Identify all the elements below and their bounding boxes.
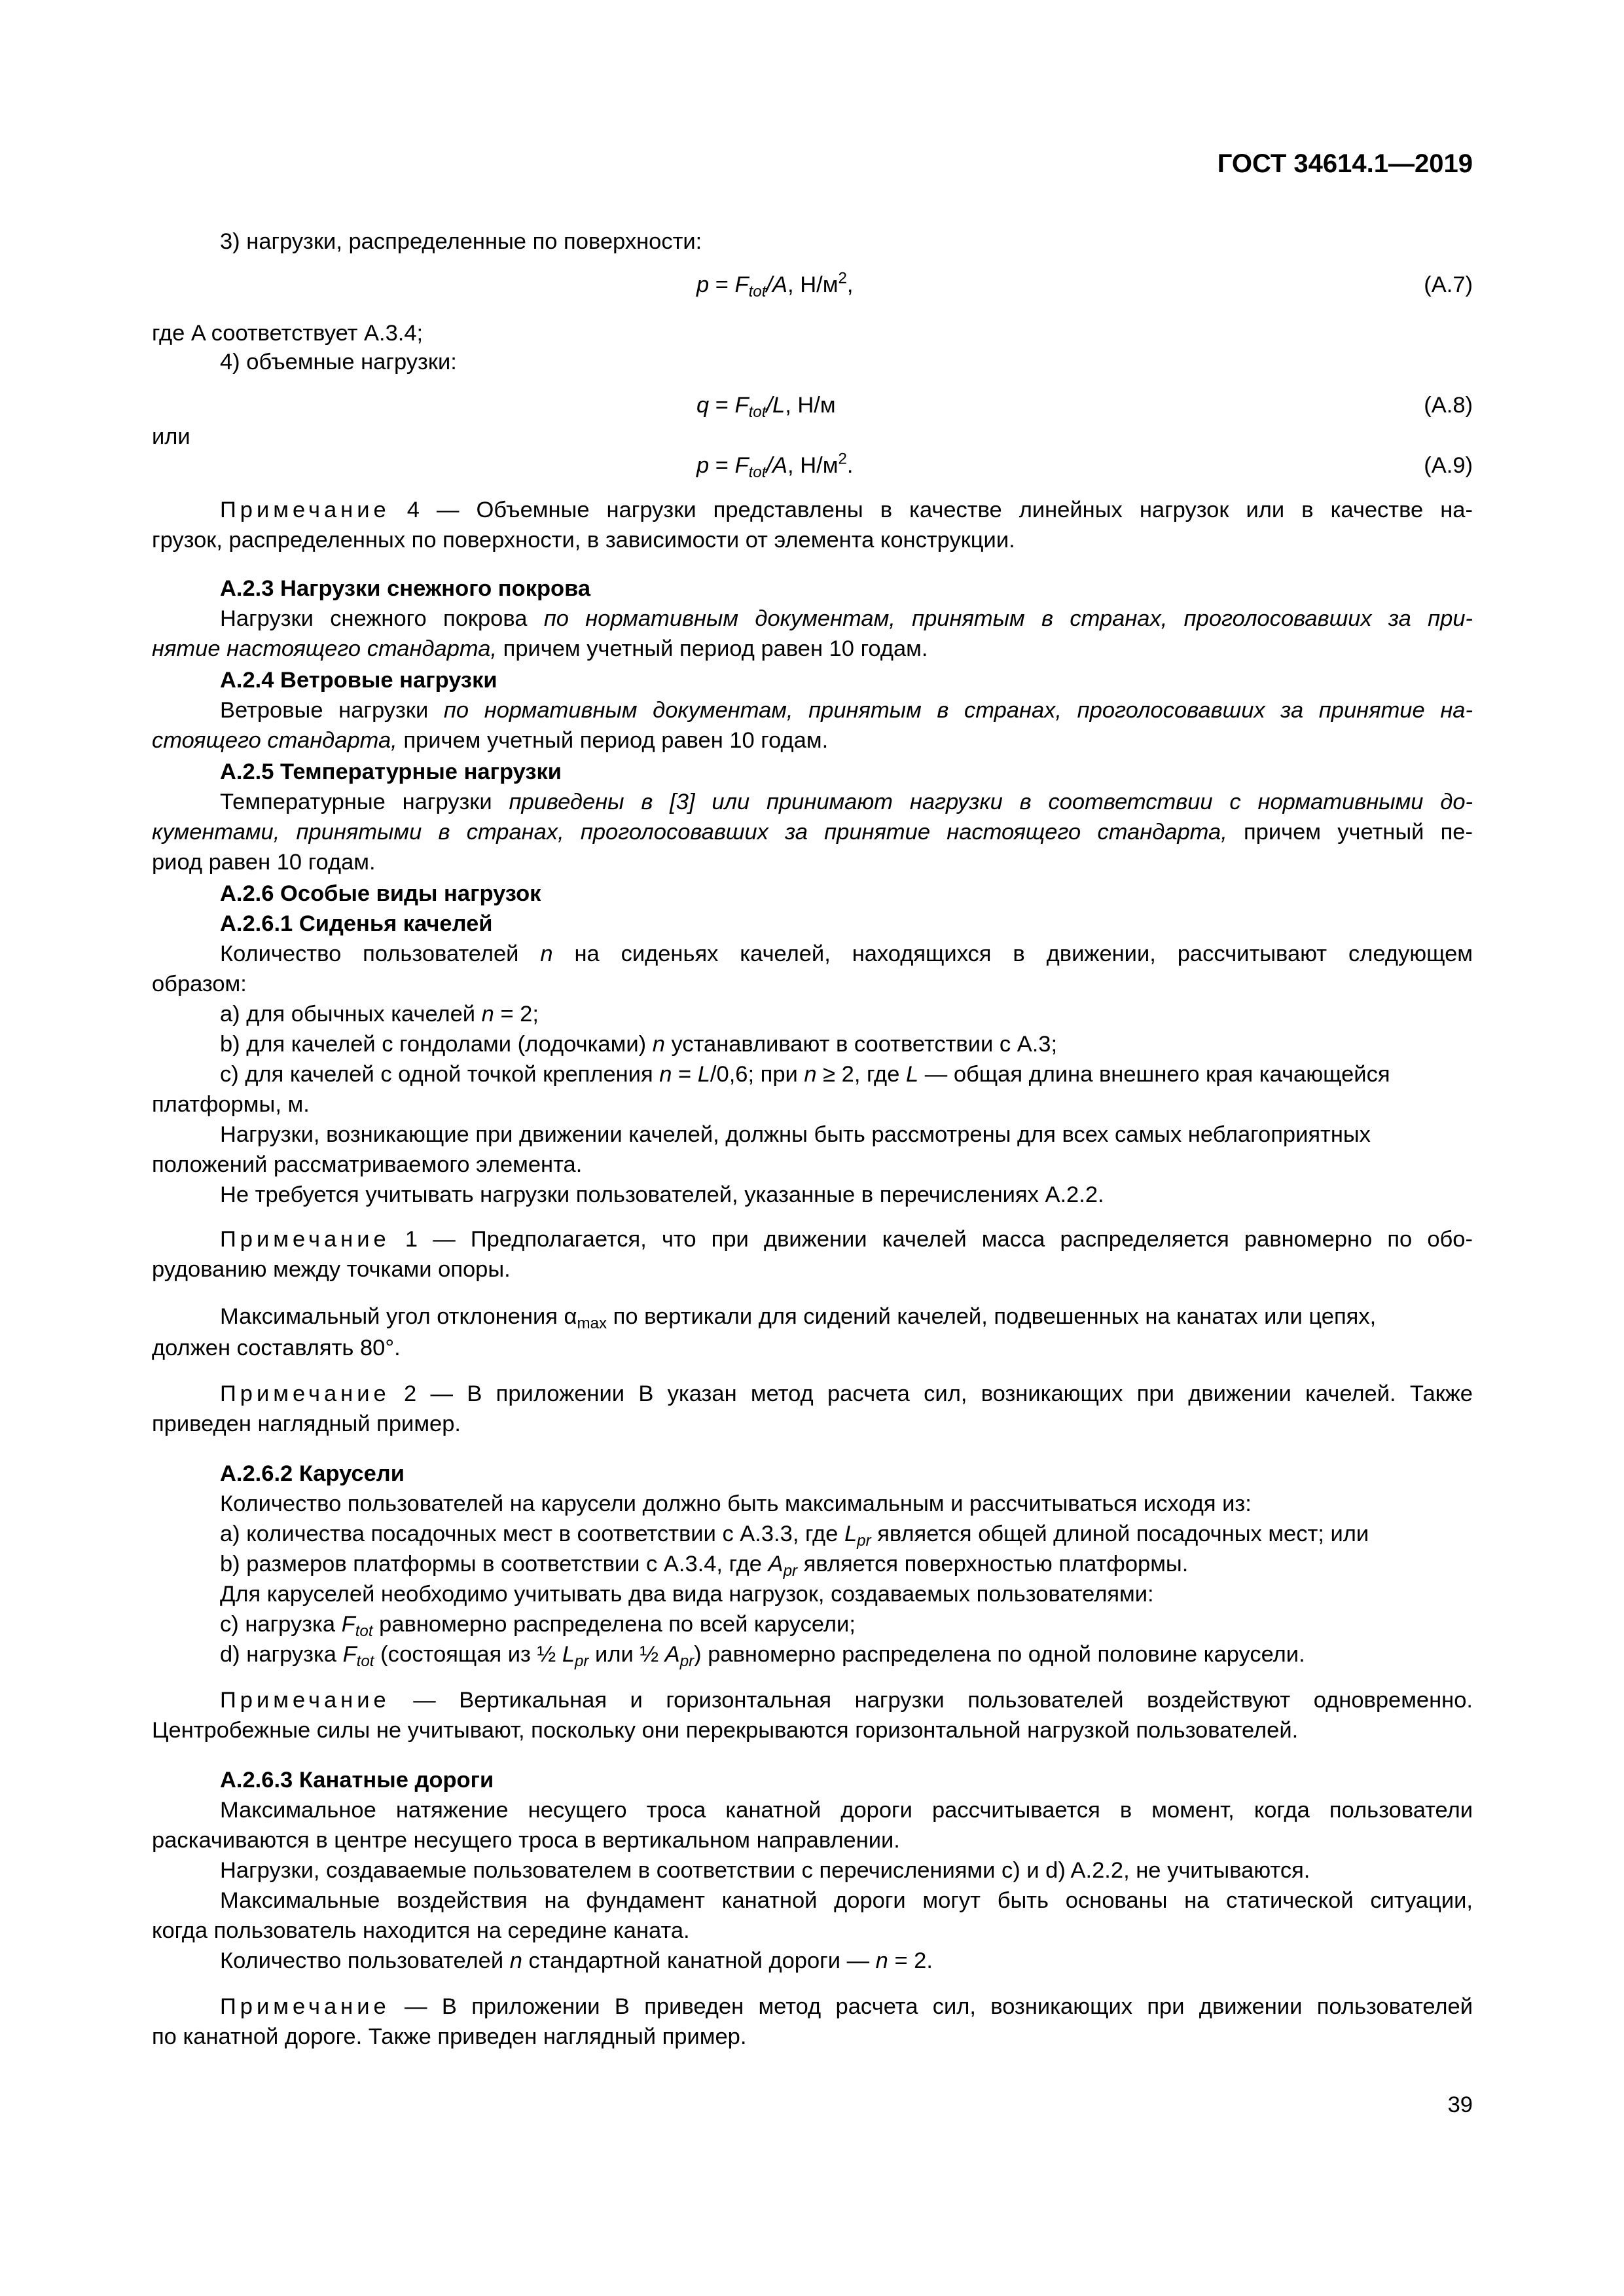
carousel-note-line-2: Центробежные силы не учитывают, поскольку они перекрываются горизонтальной нагрузкой пользователей. — [152, 1718, 1299, 1743]
a-2-6-1-line-1: Количество пользователей n на сиденьях качелей, находящихся в движении, рассчитывают следующем — [220, 941, 1473, 966]
a-2-5-line-1: Температурные нагрузки приведены в [3] или принимают нагрузки в соответствии с нормативными до- — [220, 790, 1473, 814]
cableway-note-line-1: Примечание — В приложении B приведен метод расчета сил, возникающих при движении пользователей — [220, 1994, 1473, 2019]
a-2-3-line-2: нятие настоящего стандарта, причем учетный период равен 10 годам. — [152, 636, 928, 661]
equation-number-a9: (A.9) — [1424, 453, 1473, 478]
note-2-line-1: Примечание 2 — В приложении B указан метод расчета сил, возникающих при движении качелей. Также — [220, 1381, 1473, 1406]
heading-a-2-6-3: A.2.6.3 Канатные дороги — [220, 1768, 494, 1793]
item-4: 4) объемные нагрузки: — [220, 350, 457, 374]
a-2-6-3-para-1-line-2: раскачиваются в центре несущего троса в вертикальном направлении. — [152, 1828, 900, 1853]
a-2-6-3-para-4: Количество пользователей n стандартной канатной дороги — n = 2. — [220, 1948, 933, 1973]
a-2-6-3-para-2: Нагрузки, создаваемые пользователем в соответствии с перечислениями c) и d) A.2.2, не учитываются. — [220, 1858, 1310, 1883]
equation-number-a7: (A.7) — [1424, 272, 1473, 297]
max-angle-line-1: Максимальный угол отклонения $\alpha_{max}$ по вертикали для сидений качелей, подвешенных на канатах или цепях, — [220, 1304, 1377, 1333]
a-2-6-3-para-3-line-2: когда пользователь находится на середине каната. — [152, 1918, 690, 1943]
cableway-note-line-2: по канатной дороге. Также приведен наглядный пример. — [152, 2024, 747, 2049]
a-2-5-line-3: риод равен 10 годам. — [152, 850, 376, 875]
note-1-line-2: рудованию между точками опоры. — [152, 1257, 511, 1282]
swing-item-c: c) для качелей с одной точкой крепления n = L/0,6; при n ≥ 2, где L — общая длина внешнего края качающейся — [220, 1062, 1390, 1087]
carousel-item-b: b) размеров платформы в соответствии с A.3.4, где $A_{pr}$ является поверхностью платформы. — [220, 1552, 1189, 1580]
heading-a-2-3: A.2.3 Нагрузки снежного покрова — [220, 576, 591, 601]
equation-number-a8: (A.8) — [1424, 393, 1473, 418]
swing-item-c-line-2: платформы, м. — [152, 1092, 310, 1117]
carousel-item-d: d) нагрузка $F_{tot}$ (состоящая из ½ $L_{pr}$ или ½ $A_{pr}$) равномерно распределена по одной половине карусели. — [220, 1642, 1305, 1671]
equation-a7: $p = F_{tot}/A$, $Н/м^2$, — [696, 269, 854, 301]
a-2-5-line-2: кументами, принятыми в странах, проголосовавших за принятие настоящего стандарта, причем учетный пе- — [152, 820, 1473, 845]
swing-item-b: b) для качелей с гондолами (лодочками) n устанавливают в соответствии с A.3; — [220, 1032, 1058, 1057]
heading-a-2-4: A.2.4 Ветровые нагрузки — [220, 668, 497, 693]
equation-a9: $p = F_{tot}/A$, $Н/м^2$. — [696, 450, 854, 482]
a-2-6-1-para-1-line-1: Нагрузки, возникающие при движении качелей, должны быть рассмотрены для всех самых неблагоприятных — [220, 1122, 1371, 1147]
heading-a-2-6-2: A.2.6.2 Карусели — [220, 1461, 405, 1486]
note-4-line-2: грузок, распределенных по поверхности, в зависимости от элемента конструкции. — [152, 528, 1015, 553]
carousel-item-a: a) количества посадочных мест в соответствии с A.3.3, где $L_{pr}$ является общей длиной посадочных мест; или — [220, 1522, 1369, 1550]
where-line: где A соответствует A.3.4; — [152, 321, 424, 346]
a-2-6-2-line-4: Для каруселей необходимо учитывать два вида нагрузок, создаваемых пользователями: — [220, 1582, 1154, 1607]
or-word: или — [152, 424, 190, 449]
a-2-3-line-1: Нагрузки снежного покрова по нормативным документам, принятым в странах, проголосовавших за при- — [220, 606, 1473, 631]
a-2-6-1-para-1-line-2: положений рассматриваемого элемента. — [152, 1152, 583, 1177]
a-2-6-3-para-3-line-1: Максимальные воздействия на фундамент канатной дороги могут быть основаны на статической ситуации, — [220, 1888, 1473, 1913]
heading-a-2-5: A.2.5 Температурные нагрузки — [220, 759, 562, 784]
a-2-6-3-para-1-line-1: Максимальное натяжение несущего троса канатной дороги рассчитывается в момент, когда пользователи — [220, 1798, 1473, 1823]
heading-a-2-6-1: A.2.6.1 Сиденья качелей — [220, 911, 493, 936]
a-2-4-line-2: стоящего стандарта, причем учетный период равен 10 годам. — [152, 728, 829, 753]
carousel-note-line-1: Примечание — Вертикальная и горизонтальная нагрузки пользователей воздействуют одновременно. — [220, 1688, 1473, 1713]
note-4-line-1: Примечание 4 — Объемные нагрузки представлены в качестве линейных нагрузок или в качестве на- — [220, 498, 1473, 522]
note-2-line-2: приведен наглядный пример. — [152, 1412, 461, 1436]
a-2-6-1-para-2: Не требуется учитывать нагрузки пользователей, указанные в перечислениях A.2.2. — [220, 1182, 1104, 1207]
swing-item-a: a) для обычных качелей n = 2; — [220, 1002, 539, 1027]
max-angle-line-2: должен составлять 80°. — [152, 1336, 401, 1360]
carousel-item-c: c) нагрузка $F_{tot}$ равномерно распределена по всей карусели; — [220, 1612, 856, 1641]
page-number: 39 — [1447, 2092, 1473, 2117]
a-2-4-line-1: Ветровые нагрузки по нормативным документам, принятым в странах, проголосовавших за принятие на- — [220, 698, 1473, 723]
a-2-6-1-line-2: образом: — [152, 972, 247, 996]
equation-a8: $q = F_{tot}/L$, Н/м — [696, 393, 836, 422]
note-1-line-1: Примечание 1 — Предполагается, что при движении качелей масса распределяется равномерно по обо- — [220, 1227, 1473, 1252]
a-2-6-2-line-1: Количество пользователей на карусели должно быть максимальным и рассчитываться исходя из: — [220, 1491, 1252, 1516]
document-code: ГОСТ 34614.1—2019 — [1217, 149, 1473, 178]
heading-a-2-6: A.2.6 Особые виды нагрузок — [220, 881, 541, 906]
item-3: 3) нагрузки, распределенные по поверхности: — [220, 229, 702, 254]
